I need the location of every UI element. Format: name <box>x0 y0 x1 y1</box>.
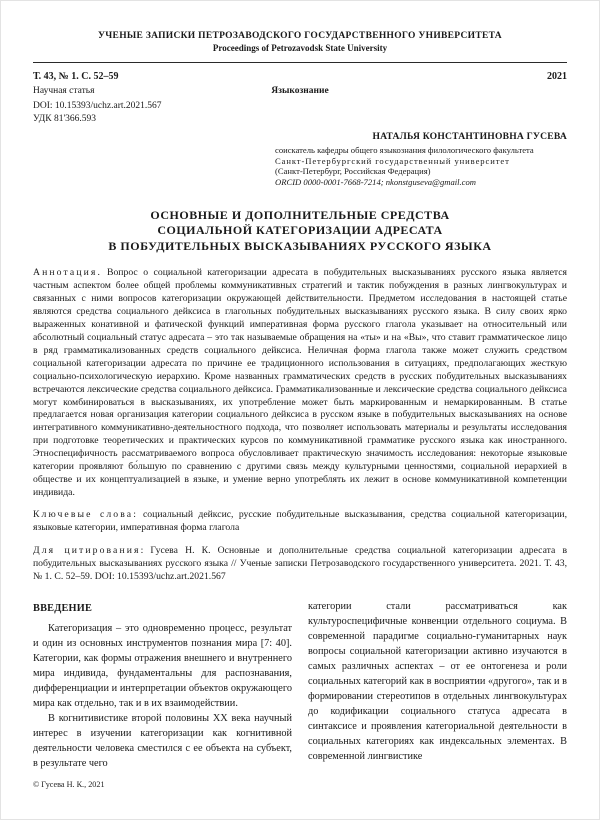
citation-text: Гусева Н. К. Основные и дополнительные средства социальной категоризации адресата в побудительных высказываниях русского языка // Ученые записки Петрозаводского государственного университета. 2021. Т. 43, № 1. С. 52–59. DOI: 10.15393/uchz.art.2021.567 <box>33 544 568 582</box>
abstract-label: Аннотация. <box>33 267 102 279</box>
issue-meta-row <box>33 71 567 82</box>
author-block <box>275 132 567 188</box>
body-paragraph: Категоризация – это одновременно процесс, результат и один из основных инструментов познания мира [7: 40]. Категории, как формы отражения внешнего и внутреннего мира индивида, фундаментальны для распознавания, дифференциации и интерпретации объектов окружающего мира как отдельно, так и в их взаимодействии. <box>33 622 292 709</box>
author-location: (Санкт-Петербург, Российская Федерация) <box>275 166 431 177</box>
keywords-label: Ключевые слова: <box>33 509 138 521</box>
header-rule <box>33 62 567 63</box>
article-type-row <box>33 86 567 98</box>
article-title-line1: ОСНОВНЫЕ И ДОПОЛНИТЕЛЬНЫЕ СРЕДСТВА <box>150 207 450 222</box>
keywords-text: социальный дейксис, русские побудительные высказывания, средства социальной категоризации, языковые категории, императивная форма глагола <box>33 509 567 534</box>
issue-year: 2021 <box>547 71 567 82</box>
author-orcid-email: ORCID 0000-0001-7668-7214; nkonstguseva@gmail.com <box>275 177 476 188</box>
citation-label: Для цитирования: <box>33 544 146 556</box>
journal-title-en: Proceedings of Petrozavodsk State University <box>212 43 388 53</box>
article-title-line2: СОЦИАЛЬНОЙ КАТЕГОРИЗАЦИИ АДРЕСАТА <box>157 223 443 238</box>
left-column <box>33 599 292 771</box>
author-name: НАТАЛЬЯ КОНСТАНТИНОВНА ГУСЕВА <box>372 131 567 142</box>
right-column <box>308 599 567 771</box>
introduction-heading: ВВЕДЕНИЕ <box>33 602 93 614</box>
body-paragraph: категории стали рассматриваться как культуроспецифичные конвенции отдельного социума. В современной парадигме социально-гуманитарных наук вопросы социальной категоризации активно изучаются в самых различных аспектах – от ее онтогенеза и роли социальных категорий как в восприятии «другого», так и в формировании стереотипов в отдельных лингвокультурах до кодификации социального статуса адресата в синтаксисе и проявления категориальной деятельности в социальных категориях как индексальных элементах. В современной лингвистике <box>308 600 567 762</box>
volume-pages: Т. 43, № 1. С. 52–59 <box>33 71 119 82</box>
citation <box>33 545 567 584</box>
abstract <box>33 267 567 499</box>
keywords <box>33 509 567 535</box>
udc-line: УДК 81'366.593 <box>33 114 97 124</box>
doi-line: DOI: 10.15393/uchz.art.2021.567 <box>33 101 162 111</box>
author-affiliation: соискатель кафедры общего языкознания филологического факультета <box>275 144 534 155</box>
copyright-note: © Гусева Н. К., 2021 <box>33 780 105 789</box>
article-title <box>33 208 567 255</box>
journal-title-ru: УЧЕНЫЕ ЗАПИСКИ ПЕТРОЗАВОДСКОГО ГОСУДАРСТВЕННОГО УНИВЕРСИТЕТА <box>98 31 502 41</box>
author-university: Санкт-Петербургский государственный университет <box>275 155 510 166</box>
body-paragraph: В когнитивистике второй половины XX века научный интерес в изучении категоризации как когнитивной деятельности человека сместился с ее объекта на субъект, в результате чего <box>33 712 292 769</box>
journal-section: Языкознание <box>271 86 329 96</box>
abstract-text: Вопрос о социальной категоризации адресата в побудительных высказываниях русского языка является частным аспектом более общей проблемы коммуникативных стратегий и тактик побуждения в разных лингвокультурах и связанных с ними вопросов категоризации окружающей действительности. Предметом исследования в настоящей статье являются средства социального дейксиса в глагольных побудительных высказываниях русского языка. В силу своих ярко выраженных конативной и фатической функций императивная форма русского глагола указывает на относительный или абсолютный социальный статус адресата – это так называемые обращения на «ты» и на «Вы», что ставит грамматическое лицо в ряд грамматикализованных средств социального дейксиса. Неличная форма глагола также может служить средством социальной категоризации адресата по причине ее традиционного использования в ситуациях, предполагающих жесткую социально-психологическую иерархию. Кроме названных грамматических средств в русских побудительных высказываниях встречаются лексические средства социального дейксиса. Грамматикализованные и лексические средства социального дейксиса могут комбинироваться в высказываниях, их употребление может быть маркированным и немаркированным. В статье предлагается новая организация категории социального дейксиса в русском языке в побудительных высказываниях на основе интегративного коммуникативно-деятельностного подхода, что позволяет использовать материалы и результаты исследования при подготовке теоретических и практических курсов по коммуникативной грамматике русского языка как иностранного. Этноспецифичность рассматриваемого вопроса обусловливает практическую значимость исследования: некоторые языковые категории проявляют бо́льшую по сравнению с другими связь между культурными ценностями, социальной иерархией в обществе и их концептуализацией в языке, и умение верно употреблять их лежит в основе коммуникативной компетенции индивида. <box>33 267 567 498</box>
article-title-line3: В ПОБУДИТЕЛЬНЫХ ВЫСКАЗЫВАНИЯХ РУССКОГО ЯЗЫКА <box>108 238 492 253</box>
article-type: Научная статья <box>33 86 95 96</box>
body-columns <box>33 599 567 771</box>
